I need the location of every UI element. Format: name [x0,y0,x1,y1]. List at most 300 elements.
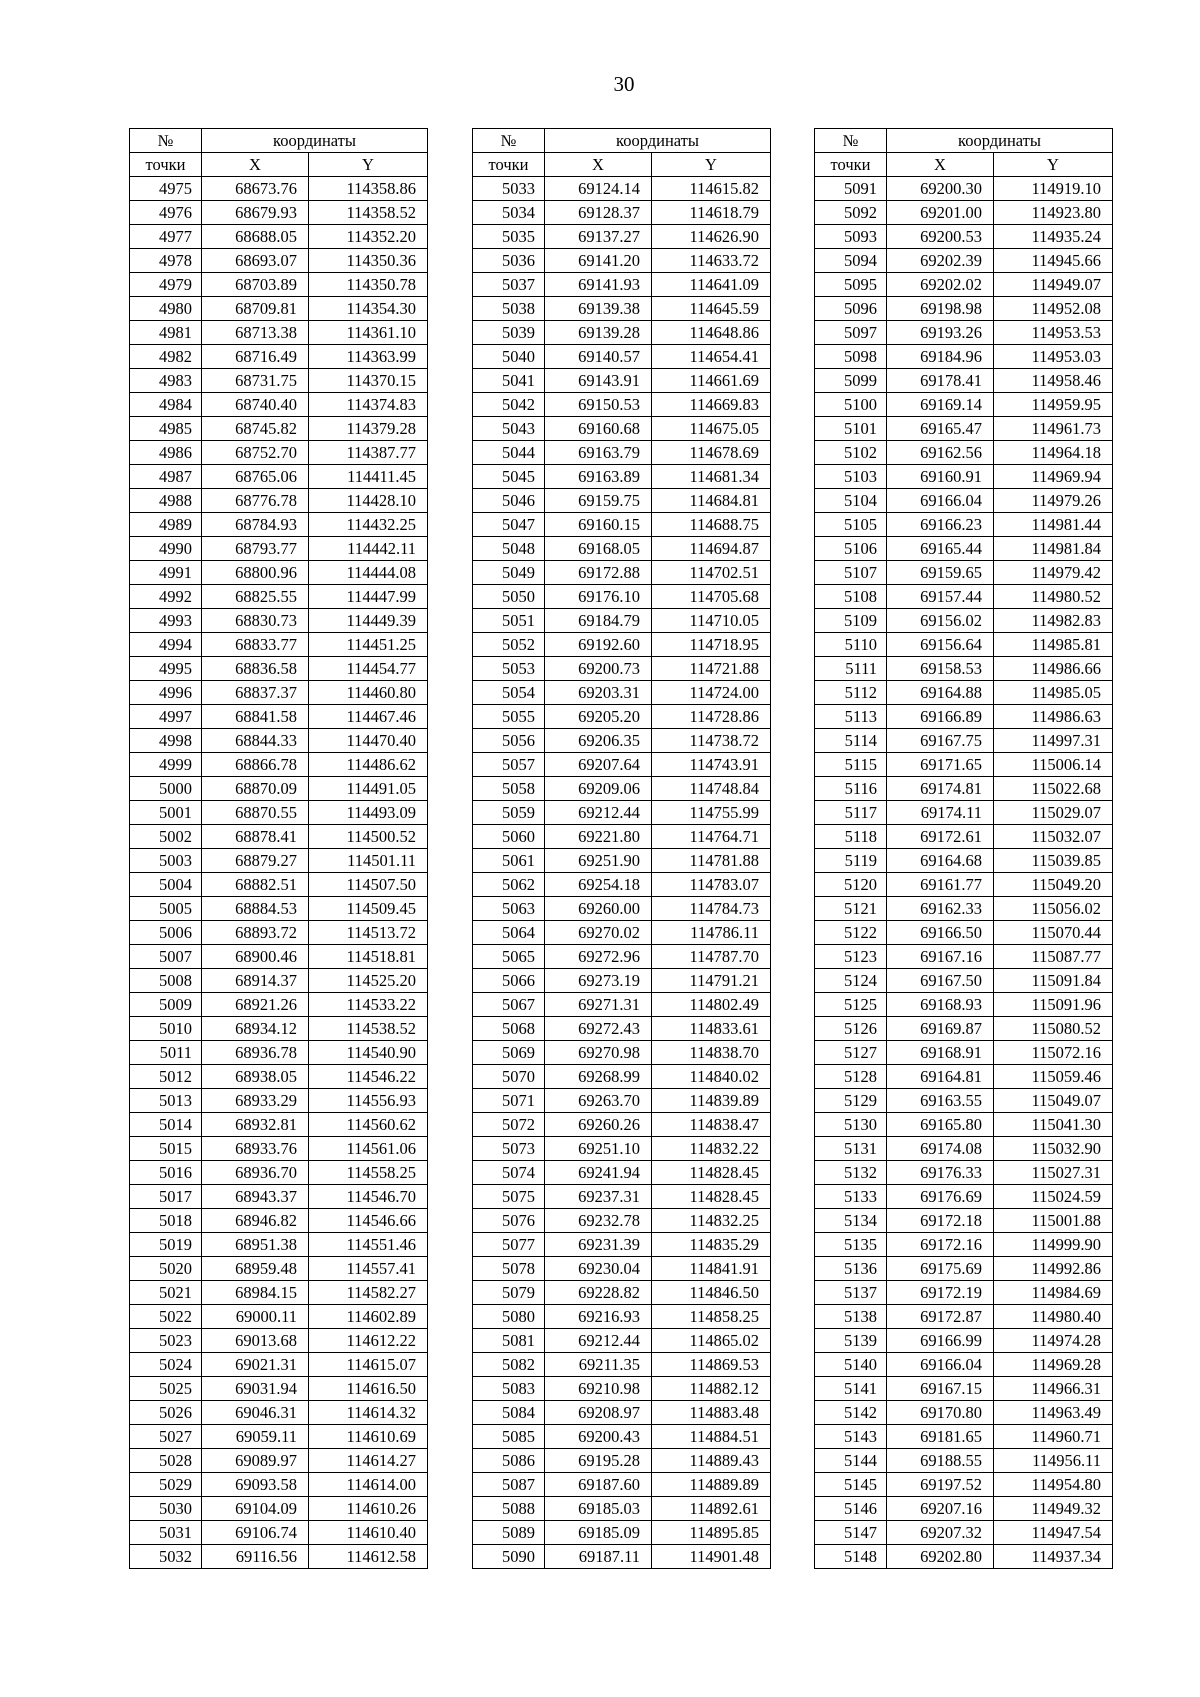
y-coordinate-cell: 115049.20 [994,873,1113,897]
table-row [815,393,1113,417]
table-row [815,1089,1113,1113]
y-coordinate-cell: 114728.86 [652,705,771,729]
table-row [473,921,771,945]
table-row [815,537,1113,561]
y-coordinate-cell: 114558.25 [309,1161,428,1185]
point-number-cell: 5103 [815,465,887,489]
point-number-cell: 4978 [130,249,202,273]
x-column-header: X [887,153,994,177]
x-coordinate-cell: 68752.70 [202,441,309,465]
table-row [473,1353,771,1377]
x-coordinate-cell: 69170.80 [887,1401,994,1425]
table-row [473,561,771,585]
table-row [130,417,428,441]
y-coordinate-cell: 114470.40 [309,729,428,753]
x-coordinate-cell: 68882.51 [202,873,309,897]
x-coordinate-cell: 69160.15 [545,513,652,537]
table-row [473,417,771,441]
point-number-cell: 5026 [130,1401,202,1425]
table-row [130,897,428,921]
point-number-cell: 4999 [130,753,202,777]
point-number-cell: 5138 [815,1305,887,1329]
point-number-cell: 4983 [130,369,202,393]
x-coordinate-cell: 69137.27 [545,225,652,249]
point-number-cell: 5101 [815,417,887,441]
x-coordinate-cell: 69200.43 [545,1425,652,1449]
x-coordinate-cell: 69175.69 [887,1257,994,1281]
table-row [473,1113,771,1137]
point-number-cell: 5038 [473,297,545,321]
point-number-cell: 5096 [815,297,887,321]
x-coordinate-cell: 68800.96 [202,561,309,585]
y-coordinate-cell: 114538.52 [309,1017,428,1041]
x-coordinate-cell: 69268.99 [545,1065,652,1089]
point-number-cell: 5081 [473,1329,545,1353]
x-coordinate-cell: 69197.52 [887,1473,994,1497]
y-coordinate-cell: 115041.30 [994,1113,1113,1137]
table-row [130,1329,428,1353]
y-coordinate-cell: 114661.69 [652,369,771,393]
table-row [473,465,771,489]
y-coordinate-cell: 114959.95 [994,393,1113,417]
x-coordinate-cell: 69140.57 [545,345,652,369]
y-coordinate-cell: 114952.08 [994,297,1113,321]
x-coordinate-cell: 69150.53 [545,393,652,417]
y-coordinate-cell: 114963.49 [994,1401,1113,1425]
x-coordinate-cell: 69241.94 [545,1161,652,1185]
table-row [473,297,771,321]
y-coordinate-cell: 114985.05 [994,681,1113,705]
table-row [815,1017,1113,1041]
table-row [473,1497,771,1521]
point-number-cell: 5033 [473,177,545,201]
y-coordinate-cell: 115001.88 [994,1209,1113,1233]
y-coordinate-cell: 114460.80 [309,681,428,705]
point-number-cell: 5023 [130,1329,202,1353]
table-row [815,273,1113,297]
x-coordinate-cell: 69203.31 [545,681,652,705]
point-number-cell: 4979 [130,273,202,297]
point-number-cell: 5100 [815,393,887,417]
y-coordinate-cell: 115049.07 [994,1089,1113,1113]
point-number-cell: 5097 [815,321,887,345]
point-number-cell: 5002 [130,825,202,849]
x-coordinate-cell: 69216.93 [545,1305,652,1329]
table-row [473,225,771,249]
table-row [815,849,1113,873]
table-row [130,297,428,321]
y-coordinate-cell: 114947.54 [994,1521,1113,1545]
x-coordinate-cell: 69185.03 [545,1497,652,1521]
y-coordinate-cell: 114610.26 [309,1497,428,1521]
x-coordinate-cell: 68844.33 [202,729,309,753]
x-coordinate-cell: 69166.04 [887,1353,994,1377]
coordinates-table-3 [814,128,1113,1569]
table-row [473,873,771,897]
point-number-cell: 5062 [473,873,545,897]
x-coordinate-cell: 68866.78 [202,753,309,777]
point-number-cell: 5050 [473,585,545,609]
x-coordinate-cell: 69167.50 [887,969,994,993]
point-number-cell: 5090 [473,1545,545,1569]
y-coordinate-cell: 114615.82 [652,177,771,201]
y-coordinate-cell: 115024.59 [994,1185,1113,1209]
y-coordinate-cell: 114828.45 [652,1161,771,1185]
table-row [473,777,771,801]
x-coordinate-cell: 68936.78 [202,1041,309,1065]
table-row [130,465,428,489]
table-row [130,393,428,417]
y-coordinate-cell: 114892.61 [652,1497,771,1521]
table-row [130,1377,428,1401]
y-coordinate-cell: 115059.46 [994,1065,1113,1089]
table-row [473,1377,771,1401]
x-coordinate-cell: 69254.18 [545,873,652,897]
point-number-cell: 5077 [473,1233,545,1257]
x-coordinate-cell: 69232.78 [545,1209,652,1233]
y-coordinate-cell: 114838.70 [652,1041,771,1065]
x-coordinate-cell: 68833.77 [202,633,309,657]
point-number-cell: 5105 [815,513,887,537]
x-coordinate-cell: 69207.32 [887,1521,994,1545]
x-coordinate-cell: 69158.53 [887,657,994,681]
y-coordinate-cell: 114841.91 [652,1257,771,1281]
y-coordinate-cell: 114858.25 [652,1305,771,1329]
table-row [130,609,428,633]
x-coordinate-cell: 69172.18 [887,1209,994,1233]
y-coordinate-cell: 114833.61 [652,1017,771,1041]
point-number-cell: 5032 [130,1545,202,1569]
table-row [815,1329,1113,1353]
table-row [130,1161,428,1185]
point-number-cell: 5064 [473,921,545,945]
point-number-cell: 5034 [473,201,545,225]
x-coordinate-cell: 68878.41 [202,825,309,849]
y-coordinate-cell: 114953.03 [994,345,1113,369]
y-coordinate-cell: 114618.79 [652,201,771,225]
x-coordinate-cell: 69161.77 [887,873,994,897]
y-coordinate-cell: 114974.28 [994,1329,1113,1353]
table-row [130,849,428,873]
table-row [130,921,428,945]
x-coordinate-cell: 69212.44 [545,1329,652,1353]
table-row [473,1017,771,1041]
x-coordinate-cell: 69139.28 [545,321,652,345]
x-coordinate-cell: 69167.16 [887,945,994,969]
y-coordinate-cell: 115072.16 [994,1041,1113,1065]
point-number-cell: 5007 [130,945,202,969]
x-coordinate-cell: 69174.11 [887,801,994,825]
table-row [815,1497,1113,1521]
y-coordinate-cell: 114641.09 [652,273,771,297]
point-number-cell: 5125 [815,993,887,1017]
y-coordinate-cell: 114828.45 [652,1185,771,1209]
point-number-cell: 5022 [130,1305,202,1329]
table-row [473,1425,771,1449]
point-number-cell: 5052 [473,633,545,657]
point-number-cell: 5075 [473,1185,545,1209]
point-number-cell: 5014 [130,1113,202,1137]
x-coordinate-cell: 69141.20 [545,249,652,273]
x-coordinate-cell: 69159.65 [887,561,994,585]
point-number-cell: 5027 [130,1425,202,1449]
x-coordinate-cell: 69168.91 [887,1041,994,1065]
x-coordinate-cell: 69212.44 [545,801,652,825]
table-row [130,345,428,369]
x-coordinate-cell: 69193.26 [887,321,994,345]
y-coordinate-cell: 114451.25 [309,633,428,657]
x-coordinate-cell: 69160.68 [545,417,652,441]
x-coordinate-cell: 69178.41 [887,369,994,393]
y-coordinate-cell: 114491.05 [309,777,428,801]
page-number: 30 [613,72,635,96]
point-number-cell: 5035 [473,225,545,249]
point-number-header: № [130,129,202,153]
point-number-cell: 4975 [130,177,202,201]
table-row [473,1185,771,1209]
y-coordinate-cell: 114493.09 [309,801,428,825]
point-number-cell: 5139 [815,1329,887,1353]
table-row [130,1545,428,1569]
point-number-cell: 5072 [473,1113,545,1137]
y-coordinate-cell: 114738.72 [652,729,771,753]
y-coordinate-cell: 114979.26 [994,489,1113,513]
table-row [473,1233,771,1257]
table-row [130,825,428,849]
y-column-header: Y [652,153,771,177]
x-coordinate-cell: 69164.68 [887,849,994,873]
x-coordinate-cell: 69271.31 [545,993,652,1017]
x-coordinate-cell: 69205.20 [545,705,652,729]
point-number-header: № [473,129,545,153]
x-coordinate-cell: 69160.91 [887,465,994,489]
table-row [815,585,1113,609]
y-coordinate-cell: 114551.46 [309,1233,428,1257]
point-number-cell: 5039 [473,321,545,345]
y-coordinate-cell: 114513.72 [309,921,428,945]
y-coordinate-cell: 114432.25 [309,513,428,537]
y-coordinate-cell: 114889.89 [652,1473,771,1497]
point-number-cell: 5121 [815,897,887,921]
y-coordinate-cell: 114721.88 [652,657,771,681]
y-coordinate-cell: 114648.86 [652,321,771,345]
point-number-cell: 5060 [473,825,545,849]
point-number-header: № [815,129,887,153]
table-row [815,969,1113,993]
y-coordinate-cell: 114645.59 [652,297,771,321]
point-number-cell: 5093 [815,225,887,249]
x-coordinate-cell: 69167.75 [887,729,994,753]
x-coordinate-cell: 69031.94 [202,1377,309,1401]
table-row [815,225,1113,249]
y-coordinate-cell: 114923.80 [994,201,1113,225]
table-row [130,321,428,345]
table-row [130,1185,428,1209]
y-coordinate-cell: 114783.07 [652,873,771,897]
x-coordinate-cell: 69174.08 [887,1137,994,1161]
point-number-cell: 5085 [473,1425,545,1449]
point-number-cell: 5123 [815,945,887,969]
x-coordinate-cell: 69273.19 [545,969,652,993]
table-row [815,513,1113,537]
y-coordinate-cell: 114781.88 [652,849,771,873]
table-row [473,1089,771,1113]
x-coordinate-cell: 69104.09 [202,1497,309,1521]
x-coordinate-cell: 68709.81 [202,297,309,321]
table-row [130,1137,428,1161]
y-coordinate-cell: 114982.83 [994,609,1113,633]
y-coordinate-cell: 114869.53 [652,1353,771,1377]
y-coordinate-cell: 114681.34 [652,465,771,489]
x-coordinate-cell: 69272.96 [545,945,652,969]
point-number-cell: 5042 [473,393,545,417]
table-row [130,1473,428,1497]
table-body [130,177,428,1569]
table-row [130,705,428,729]
x-coordinate-cell: 69163.89 [545,465,652,489]
x-column-header: X [545,153,652,177]
table-row [473,969,771,993]
y-coordinate-cell: 114787.70 [652,945,771,969]
point-number-cell: 5031 [130,1521,202,1545]
y-coordinate-cell: 114979.42 [994,561,1113,585]
table-row [473,609,771,633]
point-number-cell: 4990 [130,537,202,561]
x-coordinate-cell: 69198.98 [887,297,994,321]
point-number-cell: 5120 [815,873,887,897]
y-coordinate-cell: 114370.15 [309,369,428,393]
x-coordinate-cell: 69184.96 [887,345,994,369]
table-row [130,1257,428,1281]
y-coordinate-cell: 114501.11 [309,849,428,873]
y-coordinate-cell: 114702.51 [652,561,771,585]
y-coordinate-cell: 114981.84 [994,537,1113,561]
table-body [815,177,1113,1569]
y-coordinate-cell: 114546.66 [309,1209,428,1233]
point-number-cell: 5020 [130,1257,202,1281]
point-number-cell: 5070 [473,1065,545,1089]
point-number-cell: 4995 [130,657,202,681]
x-coordinate-cell: 69162.33 [887,897,994,921]
x-coordinate-cell: 69166.50 [887,921,994,945]
table-row [130,633,428,657]
y-coordinate-cell: 114654.41 [652,345,771,369]
y-coordinate-cell: 114964.18 [994,441,1113,465]
y-coordinate-cell: 114678.69 [652,441,771,465]
x-coordinate-cell: 69200.53 [887,225,994,249]
point-number-cell: 5067 [473,993,545,1017]
table-row [130,177,428,201]
table-row [815,561,1113,585]
y-coordinate-cell: 114992.86 [994,1257,1113,1281]
point-number-cell: 5094 [815,249,887,273]
y-coordinate-cell: 114560.62 [309,1113,428,1137]
point-number-cell: 4989 [130,513,202,537]
point-number-cell: 5015 [130,1137,202,1161]
table-row [815,609,1113,633]
point-number-cell: 5028 [130,1449,202,1473]
table-row [130,585,428,609]
table-row [815,1425,1113,1449]
point-number-cell: 4993 [130,609,202,633]
x-coordinate-cell: 69260.26 [545,1113,652,1137]
point-number-cell: 5144 [815,1449,887,1473]
table-row [130,801,428,825]
x-coordinate-cell: 69013.68 [202,1329,309,1353]
x-coordinate-cell: 69230.04 [545,1257,652,1281]
x-coordinate-cell: 68914.37 [202,969,309,993]
y-coordinate-cell: 115022.68 [994,777,1113,801]
x-coordinate-cell: 69181.65 [887,1425,994,1449]
table-row [815,729,1113,753]
y-coordinate-cell: 114614.32 [309,1401,428,1425]
table-row [815,1401,1113,1425]
y-coordinate-cell: 114949.07 [994,273,1113,297]
table-row [815,681,1113,705]
table-row [130,1401,428,1425]
x-coordinate-cell: 69059.11 [202,1425,309,1449]
x-coordinate-cell: 69263.70 [545,1089,652,1113]
table-row [815,1353,1113,1377]
table-row [473,633,771,657]
y-coordinate-cell: 115006.14 [994,753,1113,777]
point-number-cell: 5053 [473,657,545,681]
point-number-cell: 5135 [815,1233,887,1257]
table-row [130,561,428,585]
y-coordinate-cell: 114561.06 [309,1137,428,1161]
y-coordinate-cell: 114846.50 [652,1281,771,1305]
y-coordinate-cell: 114546.22 [309,1065,428,1089]
x-coordinate-cell: 69260.00 [545,897,652,921]
y-coordinate-cell: 115080.52 [994,1017,1113,1041]
table-row [815,873,1113,897]
point-number-cell: 5116 [815,777,887,801]
x-coordinate-cell: 68793.77 [202,537,309,561]
table-row [473,273,771,297]
table-row [130,729,428,753]
x-coordinate-cell: 69139.38 [545,297,652,321]
x-coordinate-cell: 68673.76 [202,177,309,201]
table-row [815,1257,1113,1281]
table-row [815,201,1113,225]
y-coordinate-cell: 114832.22 [652,1137,771,1161]
y-coordinate-cell: 115087.77 [994,945,1113,969]
y-coordinate-cell: 114997.31 [994,729,1113,753]
table-row [815,177,1113,201]
point-number-cell: 5114 [815,729,887,753]
y-coordinate-cell: 114919.10 [994,177,1113,201]
x-coordinate-cell: 69168.05 [545,537,652,561]
table-row [473,1281,771,1305]
table-row [815,1233,1113,1257]
point-number-cell: 4988 [130,489,202,513]
x-coordinate-cell: 69209.06 [545,777,652,801]
y-coordinate-cell: 115070.44 [994,921,1113,945]
y-coordinate-cell: 114361.10 [309,321,428,345]
point-number-cell: 5109 [815,609,887,633]
point-number-cell: 5054 [473,681,545,705]
x-coordinate-cell: 68879.27 [202,849,309,873]
y-coordinate-cell: 114615.07 [309,1353,428,1377]
point-number-cell: 5092 [815,201,887,225]
y-coordinate-cell: 114507.50 [309,873,428,897]
point-number-cell: 5140 [815,1353,887,1377]
table-row [815,633,1113,657]
point-number-cell: 5000 [130,777,202,801]
table-row [130,945,428,969]
x-coordinate-cell: 69270.02 [545,921,652,945]
x-coordinate-cell: 69206.35 [545,729,652,753]
